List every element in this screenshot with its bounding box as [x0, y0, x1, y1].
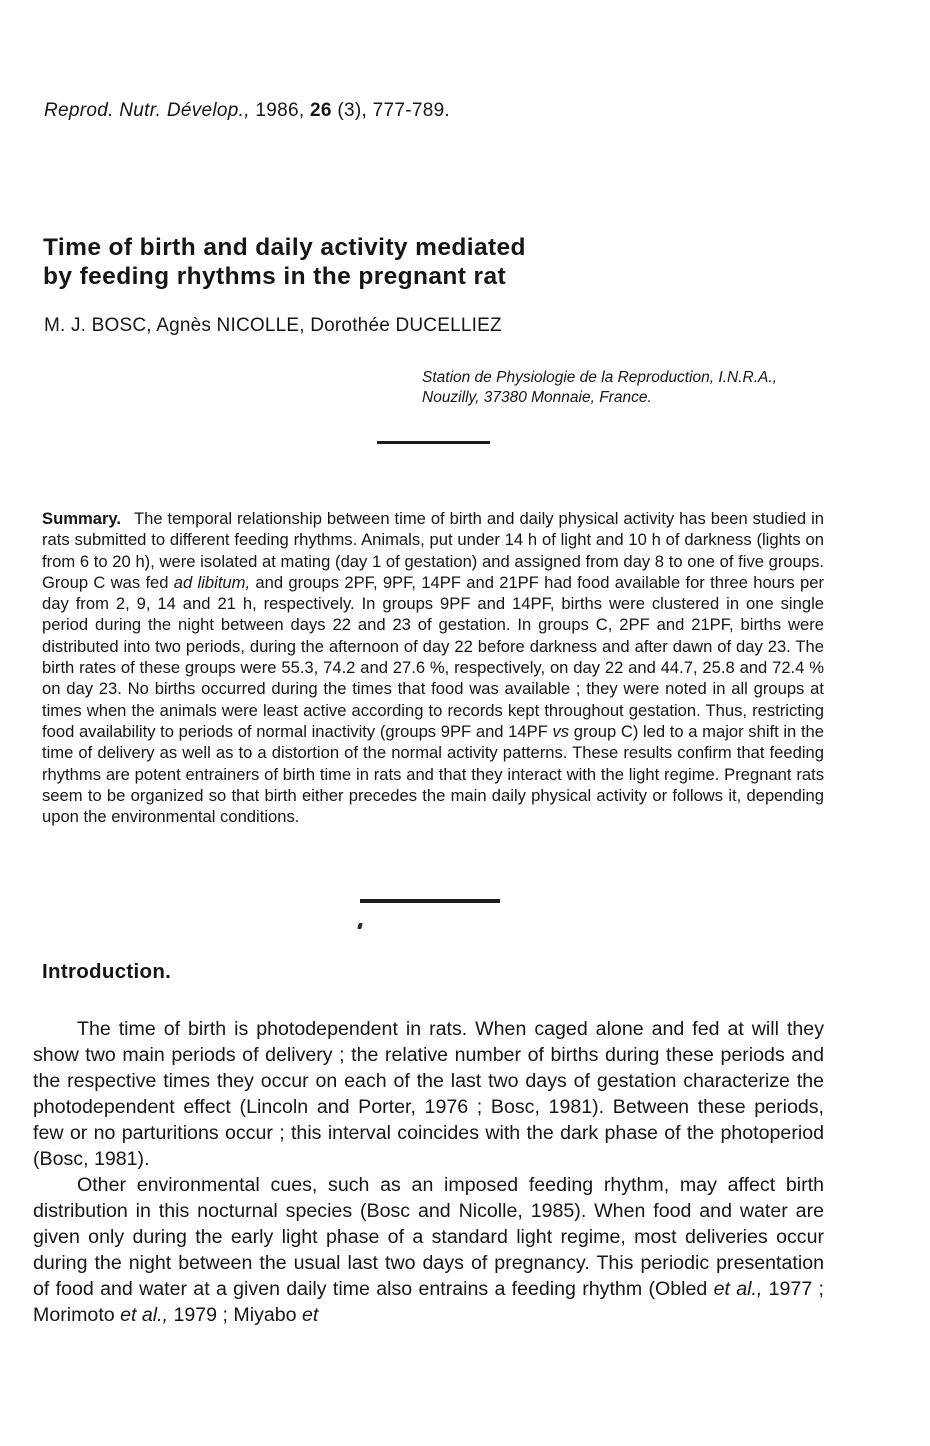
- authors-line: M. J. BOSC, Agnès NICOLLE, Dorothée DUCELLIEZ: [44, 315, 502, 336]
- stray-scan-mark: [357, 923, 362, 929]
- summary-text-1: The temporal relationship between time of birth and daily physical activity has been studied in rats submitted to different feeding rhythms. Animals, put under 14 h of light and 10 h of darkness (lights on from 6 to 20 h), were isolated at mating (day 1 of gestation) and assigned from day 8 to one of five groups. Group C was fed: [42, 509, 824, 592]
- introduction-body: [33, 1016, 824, 1328]
- title-line-2: by feeding rhythms in the pregnant rat: [43, 263, 507, 290]
- affiliation-line-2: Nouzilly, 37380 Monnaie, France.: [422, 388, 652, 406]
- journal-volume: 26: [310, 100, 332, 121]
- intro-p2-text-2: 1977 ; Morimoto: [33, 1278, 824, 1326]
- summary-paragraph: [42, 508, 824, 827]
- summary-text-3: group C) led to a major shift in the time of delivery as well as to a distortion of the normal activity patterns. These results confirm that feeding rhythms are potent entrainers of birth time in rats and that they interact with the light regime. Pregnant rats seem to be organized so that birth either precedes the main daily physical activity or follows it, depending upon the environmental conditions.: [42, 721, 825, 827]
- journal-issue-pages: (3), 777-789.: [331, 100, 451, 121]
- journal-year: 1986,: [249, 100, 311, 121]
- page-title: [43, 233, 526, 291]
- summary-italic-vs: vs: [552, 721, 570, 741]
- affiliation-line-1: Station de Physiologie de la Reproduction, I.N.R.A.,: [422, 369, 777, 386]
- section-divider-top: [377, 441, 490, 444]
- journal-name: Reprod. Nutr. Dévelop.,: [44, 100, 250, 121]
- summary-text-2: and groups 2PF, 9PF, 14PF and 21PF had food available for three hours per day from 2, 9, 14 and 21 h, respectively. In groups 9PF and 14PF, births were clustered in one single period during the night between days 22 and 23 of gestation. In groups C, 2PF and 21PF, births were distributed into two periods, during the afternoon of day 22 before darkness and after dawn of day 23. The birth rates of these groups were 55.3, 74.2 and 27.6 %, respectively, on day 22 and 44.7, 25.8 and 72.4 % on day 23. No births occurred during the times that food was available ; they were noted in all groups at times when the animals were least active according to records kept throughout gestation. Thus, restricting food availability to periods of normal inactivity (groups 9PF and 14PF: [42, 572, 824, 741]
- affiliation: [422, 368, 777, 407]
- title-line-1: Time of birth and daily activity mediated: [43, 234, 526, 261]
- section-divider-summary-end: [360, 899, 500, 903]
- summary-label: Summary.: [42, 509, 122, 528]
- section-heading-introduction: Introduction.: [42, 960, 172, 983]
- journal-reference: [44, 100, 450, 122]
- intro-p2-italic-et: et: [302, 1304, 319, 1326]
- intro-paragraph-2: [33, 1172, 824, 1328]
- intro-p2-italic-et-al-2: et al.,: [120, 1304, 169, 1326]
- intro-p2-text-3: 1979 ; Miyabo: [168, 1304, 303, 1326]
- intro-paragraph-1: The time of birth is photodependent in rats. When caged alone and fed at will they show two main periods of delivery ; the relative number of births during these periods and the respective times they occur on each of the last two days of gestation characterize the photodependent effect (Lincoln and Porter, 1976 ; Bosc, 1981). Between these periods, few or no parturitions occur ; this interval coincides with the dark phase of the photoperiod (Bosc, 1981).: [33, 1018, 824, 1170]
- summary-italic-ad-libitum: ad libitum,: [173, 572, 251, 592]
- intro-p2-text-1: Other environmental cues, such as an imposed feeding rhythm, may affect birth distribution in this nocturnal species (Bosc and Nicolle, 1985). When food and water are given only during the early light phase of a standard light regime, most deliveries occur during the night between the usual last two days of pregnancy. This periodic presentation of food and water at a given daily time also entrains a feeding rhythm (Obled: [33, 1174, 824, 1300]
- intro-p2-italic-et-al-1: et al.,: [713, 1278, 763, 1300]
